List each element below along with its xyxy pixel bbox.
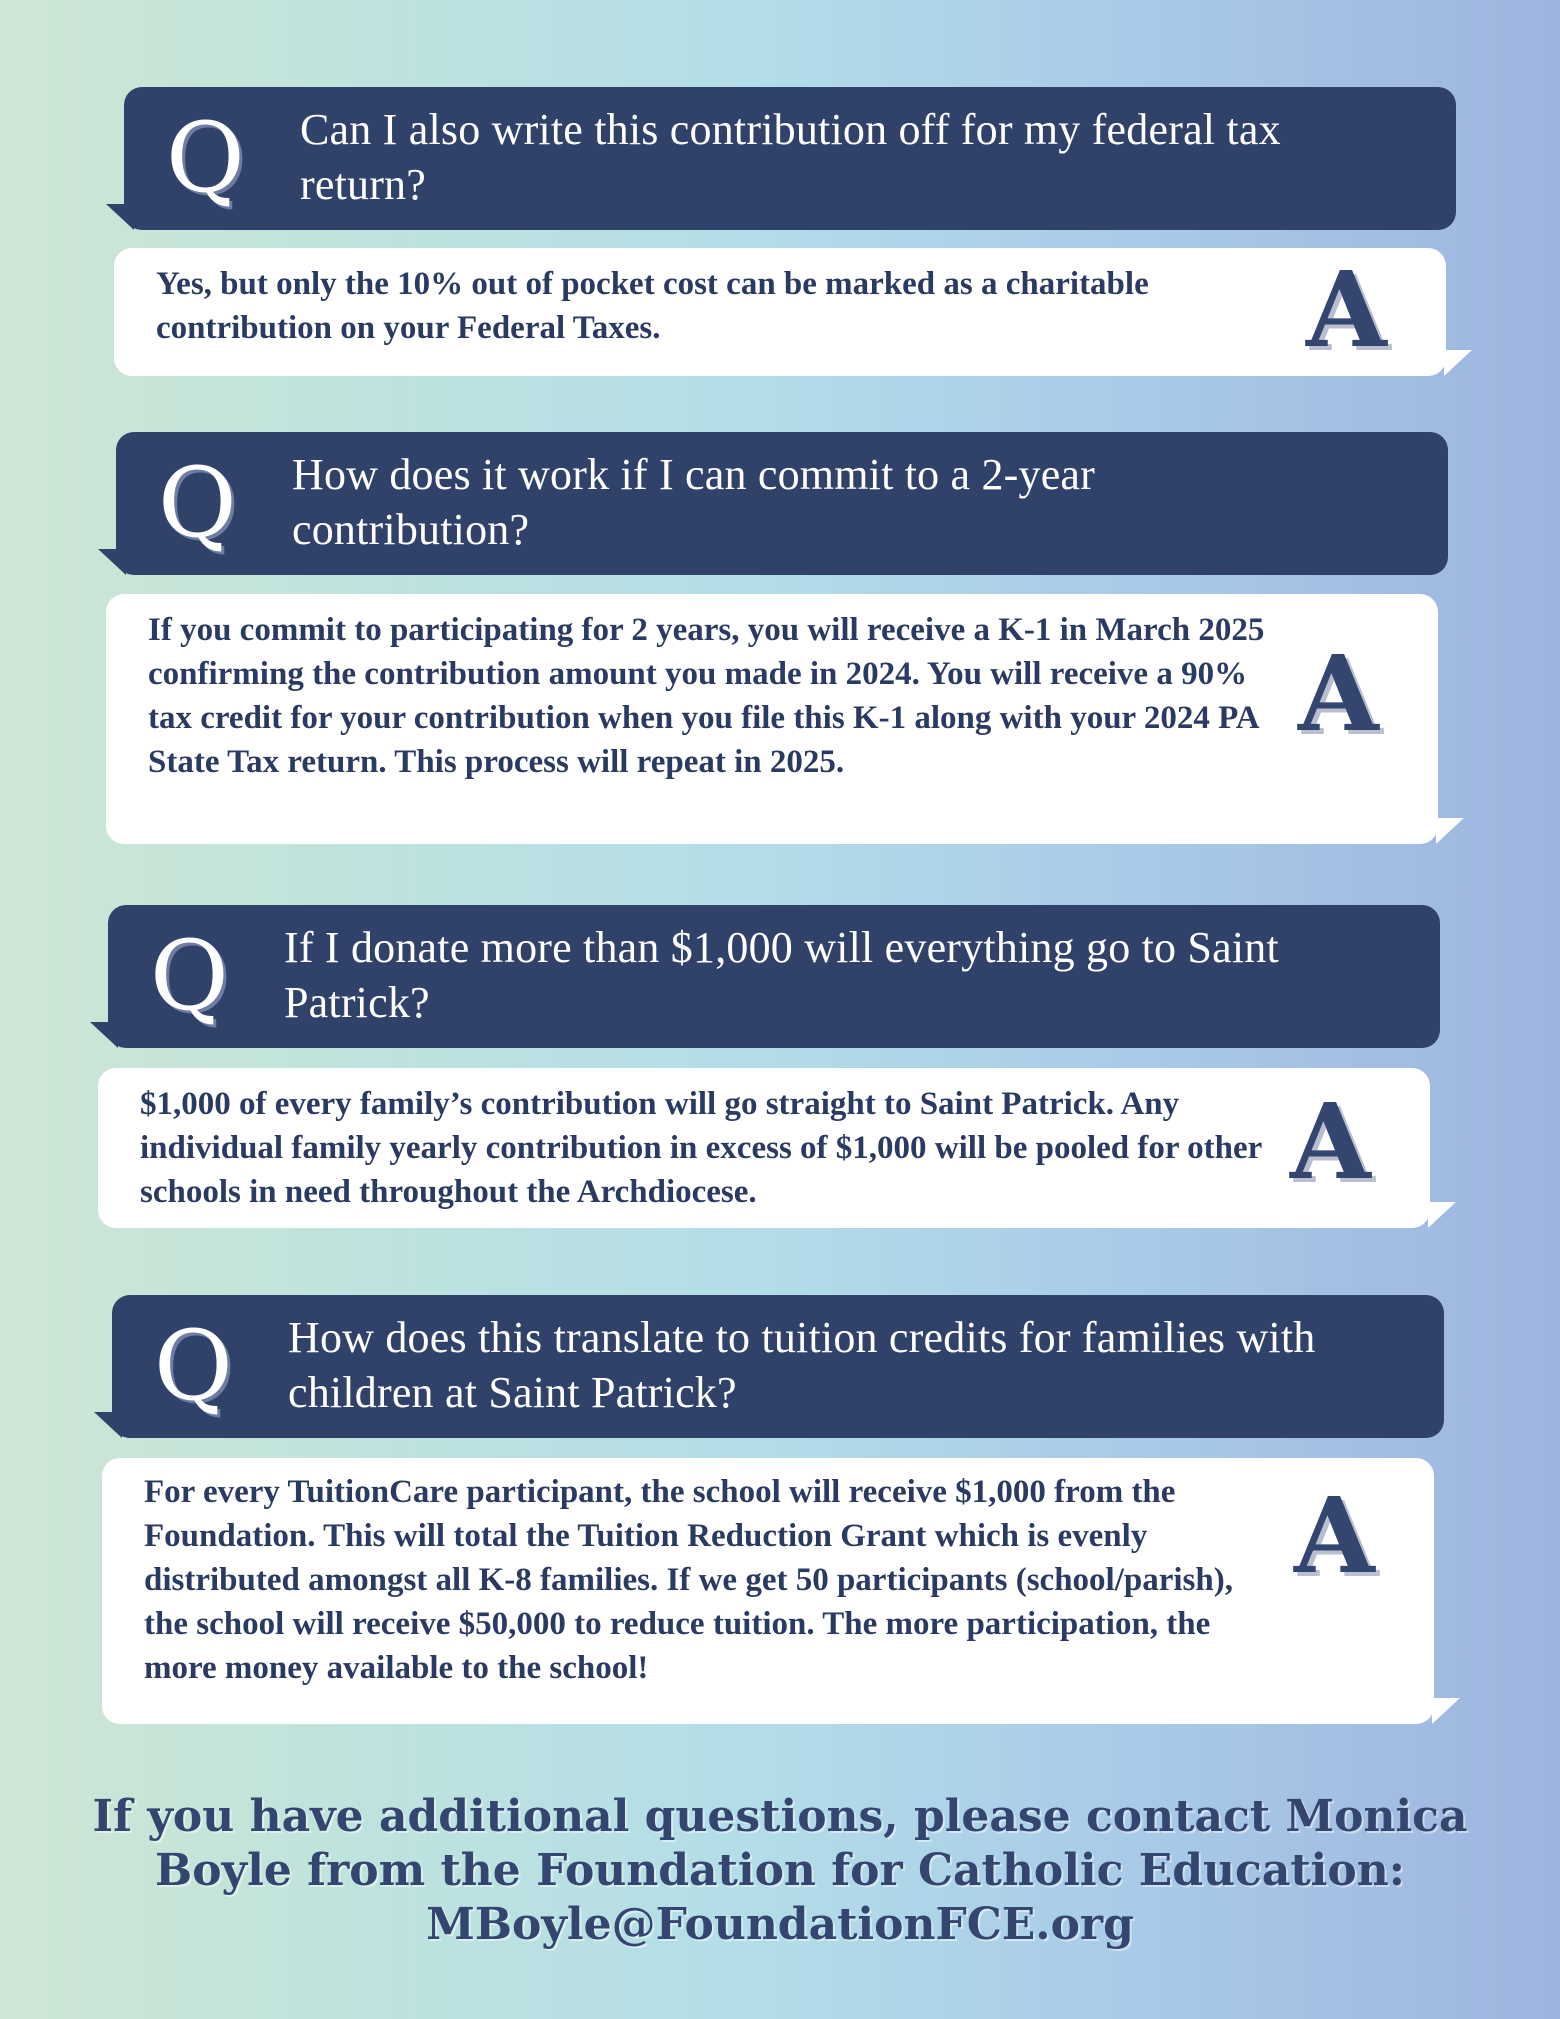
q-letter: Q (150, 920, 229, 1032)
answer-text: Yes, but only the 10% out of pocket cost can be marked as a charitable contribution on your Federal Taxes. (156, 266, 1149, 346)
q-letter: Q (158, 447, 237, 559)
q-letter: Q (154, 1310, 233, 1422)
answer-text: $1,000 of every family’s contribution will go straight to Saint Patrick. Any individual family yearly contribution in excess of $1,000 will be pooled for other schools in need throughout the Archdiocese. (140, 1086, 1262, 1210)
answer-bubble-tail (1428, 1202, 1456, 1228)
question-bubble-tail (106, 204, 134, 230)
question-bubble-tail (98, 549, 126, 575)
a-letter: A (1290, 1080, 1371, 1203)
question-text: How does this translate to tuition credits for families with children at Saint Patrick? (288, 1313, 1316, 1417)
a-letter: A (1294, 1474, 1375, 1597)
answer-text: For every TuitionCare participant, the school will receive $1,000 from the Foundation. This will total the Tuition Reduction Grant which is evenly distributed amongst all K-8 families. If we get 50 participants (school/parish), the school will receive $50,000 to reduce tuition. The more participation, the more money available to the school! (144, 1474, 1233, 1686)
question-text: Can I also write this contribution off for my federal tax return? (300, 105, 1281, 209)
q-letter: Q (166, 102, 245, 214)
answer-text: If you commit to participating for 2 years, you will receive a K-1 in March 2025 confirming the contribution amount you made in 2024. You will receive a 90% tax credit for your contribution when you file this K-1 along with your 2024 PA State Tax return. This process will repeat in 2025. (148, 612, 1265, 780)
a-letter: A (1306, 248, 1387, 371)
question-text: If I donate more than $1,000 will everything go to Saint Patrick? (284, 923, 1279, 1027)
question-bubble-tail (94, 1412, 122, 1438)
answer-bubble-tail (1444, 350, 1472, 376)
answer-bubble-tail (1432, 1698, 1460, 1724)
contact-footer: If you have additional questions, please contact Monica Boyle from the Foundation for Catholic Education: MBoyle@FoundationFCE.org (92, 1791, 1468, 1950)
a-letter: A (1298, 632, 1379, 755)
question-text: How does it work if I can commit to a 2-year contribution? (292, 450, 1096, 554)
answer-bubble-tail (1436, 818, 1464, 844)
question-bubble-tail (90, 1022, 118, 1048)
